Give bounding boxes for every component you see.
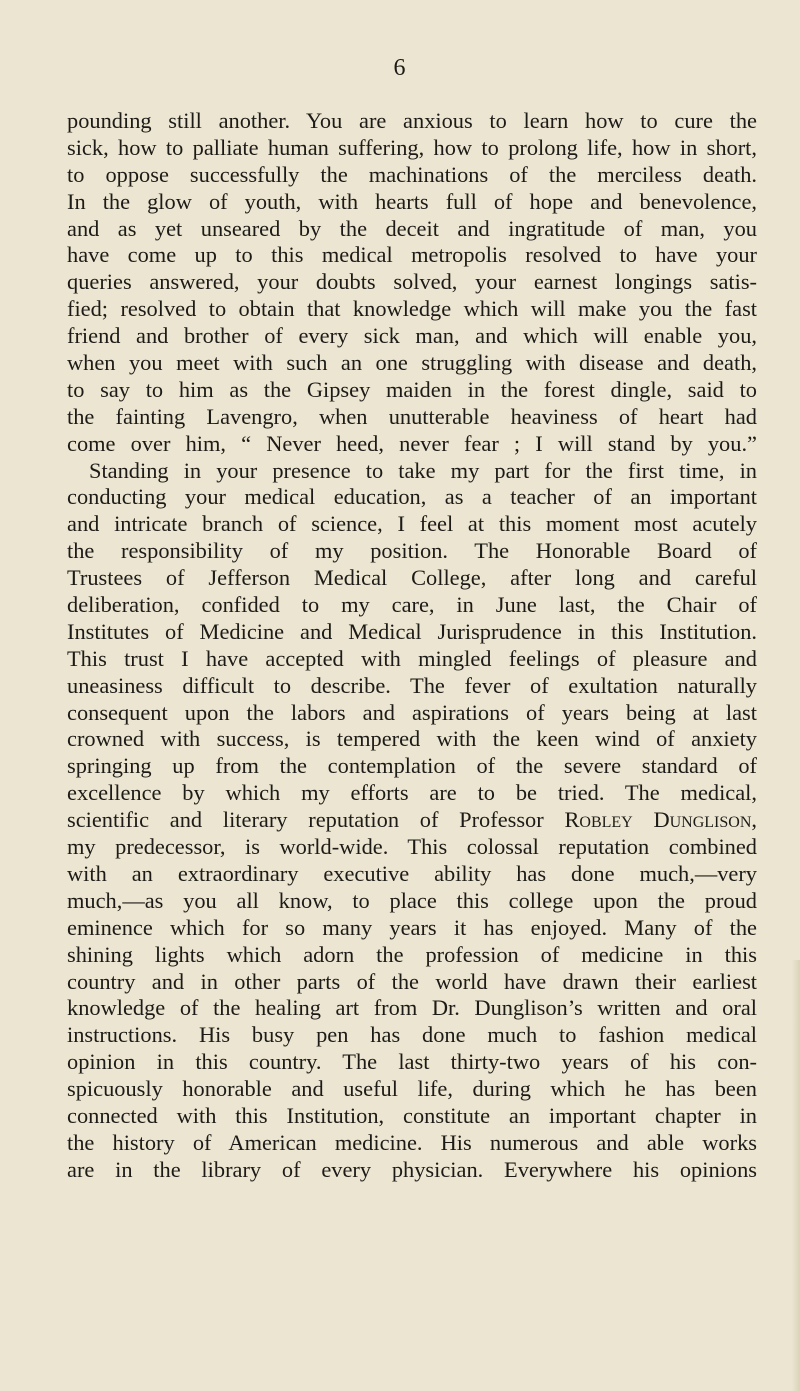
text-line: come over him, “ Never heed, never fear ; I will stand by you.” [67,430,757,456]
text-line: In the glow of youth, with hearts full of hope and benevolence, [67,188,757,214]
text-line: crowned with success, is tempered with the keen wind of anxiety [67,726,757,752]
text-line: instructions. His busy pen has done much to fashion medical [67,1022,757,1048]
text-line [67,807,757,834]
text-line: my predecessor, is world-wide. This colossal reputation combined [67,834,757,860]
text-line: uneasiness difficult to describe. The fever of exultation naturally [67,672,757,698]
text-line: fied; resolved to obtain that knowledge which will make you the fast [67,296,757,322]
text-line: to say to him as the Gipsey maiden in the forest dingle, said to [67,376,757,402]
text-line: Standing in your presence to take my part for the first time, in [89,457,757,483]
text-line: springing up from the contemplation of the severe standard of [67,753,757,779]
text-line: are in the library of every physician. Everywhere his opinions [67,1156,757,1182]
text-line: the responsibility of my position. The Honorable Board of [67,538,757,564]
text-line: excellence by which my efforts are to be tried. The medical, [67,780,757,806]
text-line: shining lights which adorn the profession of medicine in this [67,941,757,967]
page-edge-shadow [792,960,800,1391]
text-line: queries answered, your doubts solved, your earnest longings satis- [67,269,757,295]
text-line: country and in other parts of the world have drawn their earliest [67,968,757,994]
text-line: Trustees of Jefferson Medical College, after long and careful [67,565,757,591]
person-name: Robley Dunglison, [564,807,757,833]
text-line: and intricate branch of science, I feel at this moment most acutely [67,511,757,537]
text-line: knowledge of the healing art from Dr. Dunglison’s written and oral [67,995,757,1021]
text-line: opinion in this country. The last thirty-two years of his con- [67,1049,757,1075]
text-line: the history of American medicine. His numerous and able works [67,1129,757,1155]
text-line: deliberation, confided to my care, in June last, the Chair of [67,592,757,618]
text-line: much,—as you all know, to place this college upon the proud [67,887,757,913]
text-line: the fainting Lavengro, when unutterable heaviness of heart had [67,403,757,429]
text-line: have come up to this medical metropolis resolved to have your [67,242,757,268]
text-line: and as yet unseared by the deceit and ingratitude of man, you [67,215,757,241]
text-line-start: scientific and literary reputation of Professor [67,807,544,833]
text-line: spicuously honorable and useful life, during which he has been [67,1076,757,1102]
text-line: Institutes of Medicine and Medical Jurisprudence in this Institution. [67,618,757,644]
body-text [67,108,757,1184]
text-line: pounding still another. You are anxious to learn how to cure the [67,108,757,133]
text-line: sick, how to palliate human suffering, how to prolong life, how in short, [67,134,757,160]
text-line: conducting your medical education, as a teacher of an important [67,484,757,510]
text-line: to oppose successfully the machinations of the merciless death. [67,161,757,187]
page-number: 6 [393,55,407,81]
text-line: friend and brother of every sick man, and which will enable you, [67,323,757,349]
text-line: eminence which for so many years it has enjoyed. Many of the [67,914,757,940]
text-line: consequent upon the labors and aspirations of years being at last [67,699,757,725]
text-line: This trust I have accepted with mingled feelings of pleasure and [67,645,757,671]
text-line: connected with this Institution, constitute an important chapter in [67,1102,757,1128]
text-line: with an extraordinary executive ability has done much,—very [67,860,757,886]
text-line: when you meet with such an one struggling with disease and death, [67,350,757,376]
